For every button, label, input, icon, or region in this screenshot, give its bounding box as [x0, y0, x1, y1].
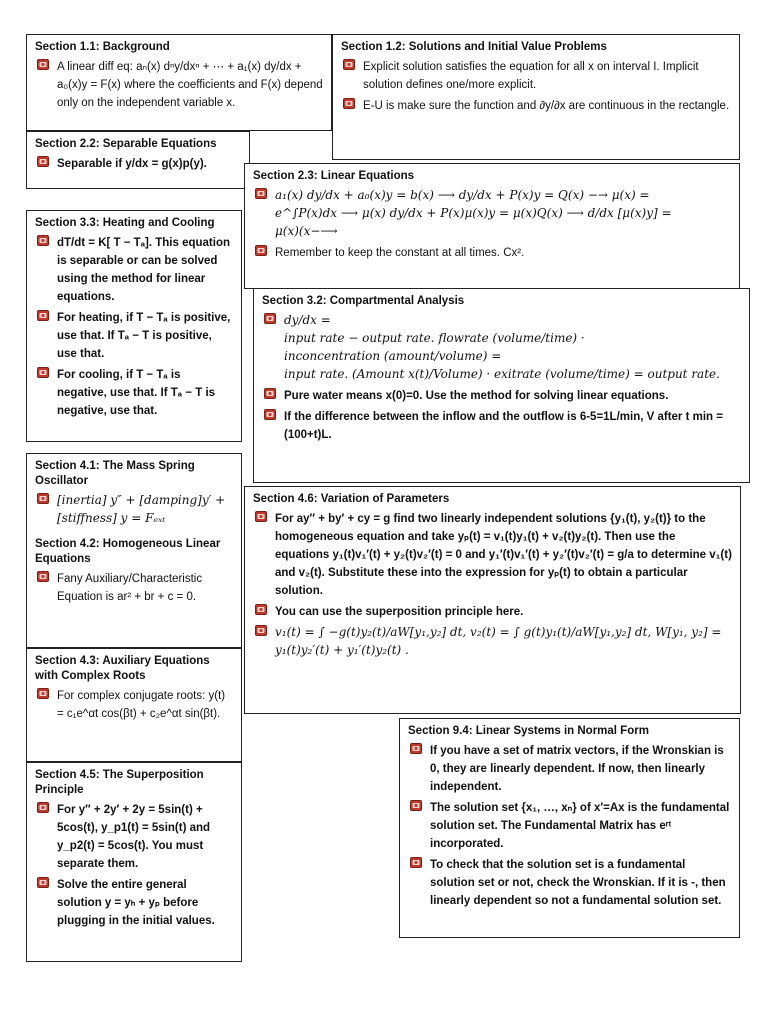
bullet-icon	[343, 59, 355, 70]
item-text: Pure water means x(0)=0. Use the method for solving linear equations.	[284, 390, 669, 402]
bullet-icon	[37, 802, 49, 813]
section-title: Section 4.3: Auxiliary Equations with Complex Roots	[35, 655, 210, 682]
bullet-icon	[37, 493, 49, 504]
item-text: Separable if y/dx = g(x)p(y).	[57, 158, 207, 170]
item-text: If you have a set of matrix vectors, if the Wronskian is 0, they are linearly dependent. If now, then linearly independent.	[430, 745, 724, 793]
section-title: Section 1.2: Solutions and Initial Value Problems	[341, 41, 607, 53]
section-1-2-box	[332, 34, 740, 160]
bullet-icon	[410, 800, 422, 811]
section-9-4-box	[399, 718, 740, 938]
item-text: For ay″ + by′ + cy = g find two linearly independent solutions {y₁(t), y₂(t)} to the homogeneous equation and take yₚ(t) = v₁(t)y₁(t) + v₂(t)y₂(t). Then use the equations y₁(t)v₁′(t) + y₂(t)v₂′(t) = 0 and y₁′(t)v₁′(t) + y₂′(t)v₂′(t) = g/a to determine v₁(t) and v₂(t). Substitute these into the expression for yₚ(t) to obtain a particular solution.	[275, 513, 732, 597]
math-line: input rate − output rate. flowrate (volume/time) ·	[284, 331, 585, 345]
list-item	[262, 386, 741, 404]
list-item	[35, 491, 233, 527]
section-2-3-box	[244, 163, 740, 289]
list-item	[262, 311, 741, 383]
bullet-icon	[410, 857, 422, 868]
bullet-icon	[255, 511, 267, 522]
item-text: If the difference between the inflow and the outflow is 6-5=1L/min, V after t min = (100+t)L.	[284, 411, 723, 441]
bullet-icon	[255, 188, 267, 199]
item-text: Remember to keep the constant at all times. Cx².	[275, 247, 525, 259]
section-2-2-box	[26, 131, 250, 189]
math-line: input rate. (Amount x(t)/Volume) · exitrate (volume/time) = output rate.	[284, 367, 720, 381]
math-block	[275, 186, 731, 240]
list-item	[262, 407, 741, 443]
bullet-icon	[37, 367, 49, 378]
section-title: Section 4.6: Variation of Parameters	[253, 493, 450, 505]
list-item	[408, 855, 731, 909]
section-title: Section 1.1: Background	[35, 41, 170, 53]
item-text: For y″ + 2y′ + 2y = 5sin(t) + 5cos(t), y_p1(t) = 5sin(t) and y_p2(t) = 5cos(t). You must separate them.	[57, 804, 211, 870]
section-4-3-box	[26, 648, 242, 762]
section-1-1-box	[26, 34, 332, 131]
math-line: a₁(x) dy/dx + a₀(x)y = b(x) ⟶ dy/dx + P(x)y = Q(x) −→ μ(x) =	[275, 188, 650, 202]
item-text: A linear diff eq: aₙ(x) dⁿy/dxⁿ + ⋯ + a₁(x) dy/dx + a₀(x)y = F(x) where the coefficients and F(x) depend only on the independent variable x.	[57, 61, 323, 109]
math-line: e^∫P(x)dx ⟶ μ(x) dy/dx + P(x)μ(x)y = μ(x)Q(x) ⟶ d/dx [μ(x)y] =	[275, 206, 672, 220]
item-text: [inertia] y″ + [damping]y′ + [stiffness] y = Fₑₓₜ	[57, 493, 226, 525]
list-item	[35, 308, 233, 362]
section-title: Section 3.3: Heating and Cooling	[35, 217, 215, 229]
list-item	[253, 509, 732, 599]
section-title: Section 9.4: Linear Systems in Normal Form	[408, 725, 649, 737]
bullet-icon	[255, 245, 267, 256]
bullet-icon	[255, 604, 267, 615]
list-item	[35, 569, 233, 605]
bullet-icon	[37, 59, 49, 70]
section-4-6-box	[244, 486, 741, 714]
list-item	[35, 800, 233, 872]
section-3-2-box	[253, 288, 750, 483]
math-line: μ(x)(x−⟶	[275, 224, 338, 238]
item-text: To check that the solution set is a fundamental solution set or not, check the Wronskian. If it is -, then linearly dependent so not a fundamental solution set.	[430, 859, 726, 907]
list-item	[35, 365, 233, 419]
bullet-icon	[37, 877, 49, 888]
list-item	[35, 154, 241, 172]
item-text: Solve the entire general solution y = yₕ + yₚ before plugging in the initial values.	[57, 879, 215, 927]
section-4-5-box	[26, 762, 242, 962]
item-text: The solution set {x₁, …, xₙ} of x′=Ax is the fundamental solution set. The Fundamental Matrix has eʳᵗ incorporated.	[430, 802, 730, 850]
bullet-icon	[264, 313, 276, 324]
item-text: For complex conjugate roots: y(t) = c₁e^αt cos(βt) + c₂e^αt sin(βt).	[57, 690, 226, 720]
bullet-icon	[343, 98, 355, 109]
bullet-icon	[37, 688, 49, 699]
bullet-icon	[410, 743, 422, 754]
item-text: Explicit solution satisfies the equation for all x on interval I. Implicit solution defines one/more explicit.	[363, 61, 699, 91]
bullet-icon	[37, 235, 49, 246]
list-item	[253, 623, 732, 659]
list-item	[253, 243, 731, 261]
section-title: Section 2.2: Separable Equations	[35, 138, 217, 150]
section-title: Section 4.1: The Mass Spring Oscillator	[35, 460, 195, 487]
item-text: v₁(t) = ∫ −g(t)y₂(t)/aW[y₁,y₂] dt, v₂(t) = ∫ g(t)y₁(t)/aW[y₁,y₂] dt, W[y₁, y₂] = y₁(t)y₂′(t) + y₁′(t)y₂(t) .	[275, 625, 722, 657]
list-item	[35, 233, 233, 305]
list-item	[35, 57, 323, 111]
math-line: dy/dx =	[284, 313, 331, 327]
item-text: For heating, if T − Tₐ is positive, use that. If Tₐ − T is positive, use that.	[57, 312, 231, 360]
list-item	[408, 798, 731, 852]
item-text: E-U is make sure the function and ∂y/∂x are continuous in the rectangle.	[363, 100, 730, 112]
section-title: Section 2.3: Linear Equations	[253, 170, 415, 182]
bullet-icon	[264, 409, 276, 420]
section-4-1-box	[26, 453, 242, 648]
item-text: dT/dt = K[ T − Tₐ]. This equation is separable or can be solved using the method for linear equations.	[57, 237, 230, 303]
bullet-icon	[255, 625, 267, 636]
item-text: Fany Auxiliary/Characteristic Equation is ar² + br + c = 0.	[57, 573, 203, 603]
list-item	[253, 186, 731, 240]
math-block	[284, 311, 741, 383]
bullet-icon	[37, 571, 49, 582]
section-title: Section 4.2: Homogeneous Linear Equations	[35, 538, 221, 565]
math-line: inconcentration (amount/volume) =	[284, 349, 502, 363]
bullet-icon	[37, 310, 49, 321]
bullet-icon	[264, 388, 276, 399]
list-item	[341, 57, 731, 93]
bullet-icon	[37, 156, 49, 167]
item-text: You can use the superposition principle here.	[275, 606, 524, 618]
list-item	[35, 875, 233, 929]
section-3-3-box	[26, 210, 242, 442]
item-text: For cooling, if T − Tₐ is negative, use that. If Tₐ − T is negative, use that.	[57, 369, 216, 417]
section-title: Section 3.2: Compartmental Analysis	[262, 295, 465, 307]
list-item	[35, 686, 233, 722]
list-item	[341, 96, 731, 114]
list-item	[253, 602, 732, 620]
section-title: Section 4.5: The Superposition Principle	[35, 769, 204, 796]
list-item	[408, 741, 731, 795]
